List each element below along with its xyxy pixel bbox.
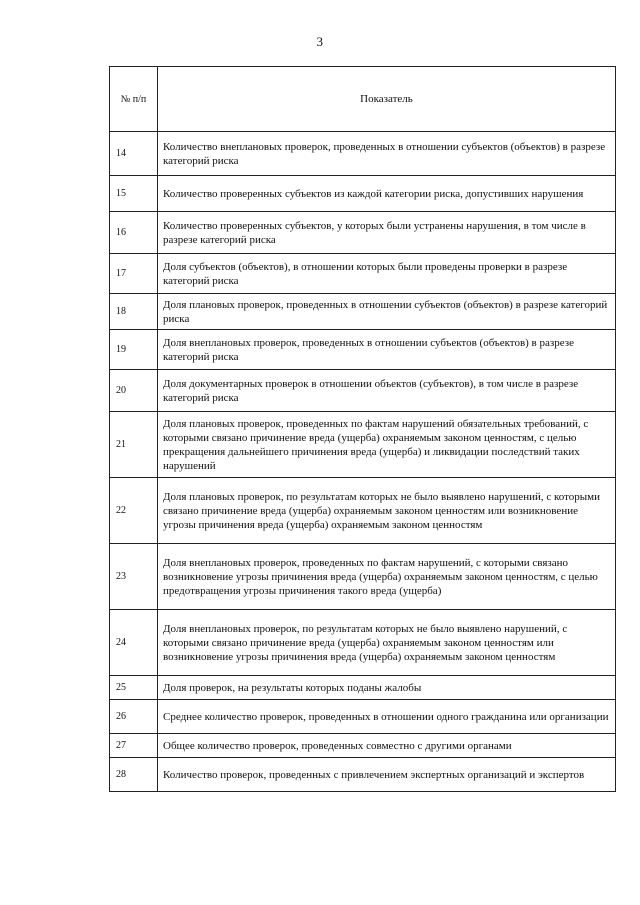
table-row: [110, 212, 616, 254]
indicators-table: [109, 66, 616, 792]
row-indicator: Доля внеплановых проверок, по результатам которых не было выявлено нарушений, с которыми связано причинение вреда (ущерба) охраняемым законом ценностям или возникновение угрозы причинения вреда (ущерба) охраняемым законом ценностям: [158, 610, 616, 676]
row-number: 18: [110, 294, 158, 330]
indicators-table-container: [109, 66, 616, 792]
table-row: [110, 294, 616, 330]
table-row: [110, 758, 616, 792]
row-indicator: Доля плановых проверок, по результатам которых не было выявлено нарушений, с которыми связано причинение вреда (ущерба) охраняемым законом ценностям или возникновение угрозы причинения вреда (ущерба) охраняемым законом ценностям: [158, 478, 616, 544]
table-row: [110, 132, 616, 176]
table-row: [110, 700, 616, 734]
row-number: 16: [110, 212, 158, 254]
header-indicator: Показатель: [158, 67, 616, 132]
row-indicator: Доля плановых проверок, проведенных в отношении субъектов (объектов) в разрезе категорий риска: [158, 294, 616, 330]
table-row: [110, 676, 616, 700]
row-number: 22: [110, 478, 158, 544]
row-number: 20: [110, 370, 158, 412]
table-header-row: [110, 67, 616, 132]
row-number: 17: [110, 254, 158, 294]
row-indicator: Доля внеплановых проверок, проведенных по фактам нарушений, с которыми связано возникновение угрозы причинения вреда (ущерба) охраняемым законом ценностям, с целью предотвращения угрозы причинения такого вреда (ущерба): [158, 544, 616, 610]
table-row: [110, 330, 616, 370]
row-number: 15: [110, 176, 158, 212]
table-row: [110, 734, 616, 758]
table-row: [110, 610, 616, 676]
row-indicator: Количество проверок, проведенных с привлечением экспертных организаций и экспертов: [158, 758, 616, 792]
row-indicator: Доля внеплановых проверок, проведенных в отношении субъектов (объектов) в разрезе категорий риска: [158, 330, 616, 370]
table-row: [110, 370, 616, 412]
table-row: [110, 412, 616, 478]
table-row: [110, 176, 616, 212]
table-row: [110, 544, 616, 610]
row-number: 14: [110, 132, 158, 176]
row-indicator: Количество проверенных субъектов, у которых были устранены нарушения, в том числе в разрезе категорий риска: [158, 212, 616, 254]
row-indicator: Доля проверок, на результаты которых поданы жалобы: [158, 676, 616, 700]
row-number: 19: [110, 330, 158, 370]
row-number: 23: [110, 544, 158, 610]
row-indicator: Доля документарных проверок в отношении объектов (субъектов), в том числе в разрезе категорий риска: [158, 370, 616, 412]
row-indicator: Общее количество проверок, проведенных совместно с другими органами: [158, 734, 616, 758]
page-number: 3: [316, 34, 324, 49]
row-indicator: Доля субъектов (объектов), в отношении которых были проведены проверки в разрезе категорий риска: [158, 254, 616, 294]
row-number: 28: [110, 758, 158, 792]
row-number: 21: [110, 412, 158, 478]
row-indicator: Количество проверенных субъектов из каждой категории риска, допустивших нарушения: [158, 176, 616, 212]
row-indicator: Доля плановых проверок, проведенных по фактам нарушений обязательных требований, с которыми связано причинение вреда (ущерба) охраняемым законом ценностям, с целью прекращения дальнейшего причинения вреда (ущерба) и ликвидации последствий таких нарушений: [158, 412, 616, 478]
row-indicator: Количество внеплановых проверок, проведенных в отношении субъектов (объектов) в разрезе категорий риска: [158, 132, 616, 176]
row-indicator: Среднее количество проверок, проведенных в отношении одного гражданина или организации: [158, 700, 616, 734]
row-number: 26: [110, 700, 158, 734]
header-number: № п/п: [110, 67, 158, 132]
row-number: 24: [110, 610, 158, 676]
table-row: [110, 254, 616, 294]
table-row: [110, 478, 616, 544]
row-number: 27: [110, 734, 158, 758]
row-number: 25: [110, 676, 158, 700]
